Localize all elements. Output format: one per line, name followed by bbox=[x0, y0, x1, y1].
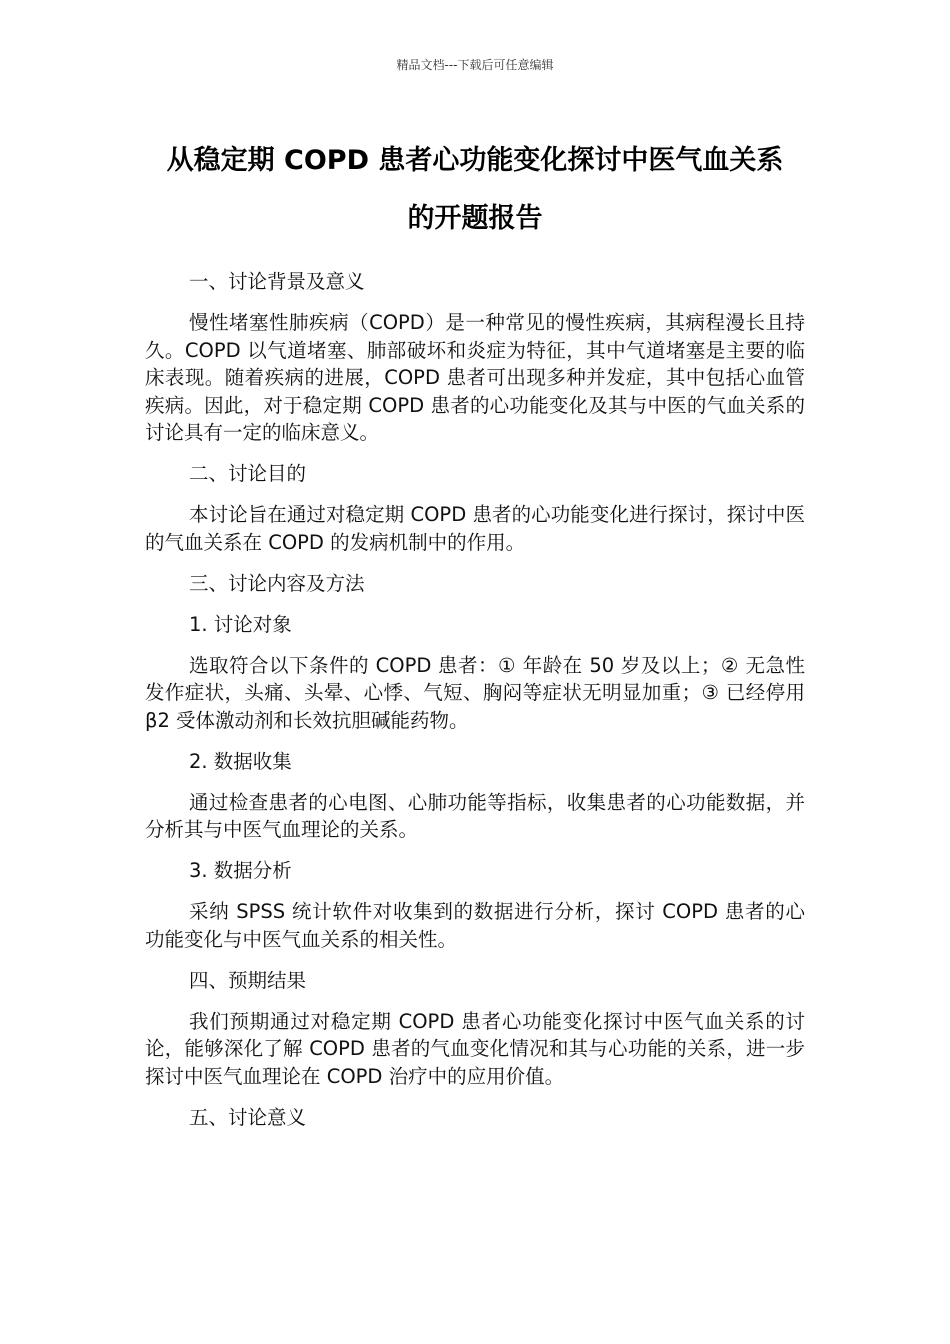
section-heading-background: 一、讨论背景及意义 bbox=[189, 270, 365, 293]
section-heading-purpose: 二、讨论目的 bbox=[189, 462, 307, 485]
section-heading-expected-results: 四、预期结果 bbox=[189, 968, 307, 992]
title-line-1: 从稳定期 COPD 患者心功能变化探讨中医气血关系 bbox=[166, 145, 784, 176]
section-heading-content-methods: 三、讨论内容及方法 bbox=[189, 571, 365, 595]
section-heading-significance: 五、讨论意义 bbox=[189, 1105, 307, 1129]
paragraph-subjects: 选取符合以下条件的 COPD 患者：① 年龄在 50 岁及以上；② 无急性发作症状，头痛、头晕、心悸、气短、胸闷等症状无明显加重；③ 已经停用 β2 受体激动剂和长效抗胆碱能药物。 bbox=[145, 653, 805, 732]
paragraph-expected-results: 我们预期通过对稳定期 COPD 患者心功能变化探讨中医气血关系的讨论，能够深化了解 COPD 患者的气血变化情况和其与心功能的关系，进一步探讨中医气血理论在 COPD 治疗中的应用价值。 bbox=[145, 1009, 805, 1088]
subsection-heading-data-analysis: 3. 数据分析 bbox=[189, 859, 292, 882]
paragraph-background: 慢性堵塞性肺疾病（COPD）是一种常见的慢性疾病，其病程漫长且持久。COPD 以气道堵塞、肺部破坏和炎症为特征，其中气道堵塞是主要的临床表现。随着疾病的进展，COPD 患者可出现多种并发症，其中包括心血管疾病。因此，对于稳定期 COPD 患者的心功能变化及其与中医的气血关系的讨论具有一定的临床意义。 bbox=[145, 311, 805, 444]
document-body bbox=[145, 268, 805, 1145]
subsection-heading-data-collection: 2. 数据收集 bbox=[189, 749, 292, 773]
header-note: 精品文档---下载后可任意编辑 bbox=[396, 58, 554, 72]
subsection-heading-subjects: 1. 讨论对象 bbox=[189, 612, 292, 636]
paragraph-data-collection: 通过检查患者的心电图、心肺功能等指标，收集患者的心功能数据，并分析其与中医气血理论的关系。 bbox=[145, 790, 805, 841]
title-line-2: 的开题报告 bbox=[407, 203, 543, 234]
paragraph-purpose: 本讨论旨在通过对稳定期 COPD 患者的心功能变化进行探讨，探讨中医的气血关系在 COPD 的发病机制中的作用。 bbox=[145, 503, 805, 554]
document-title bbox=[120, 132, 830, 248]
paragraph-data-analysis: 采纳 SPSS 统计软件对收集到的数据进行分析，探讨 COPD 患者的心功能变化与中医气血关系的相关性。 bbox=[145, 900, 805, 951]
